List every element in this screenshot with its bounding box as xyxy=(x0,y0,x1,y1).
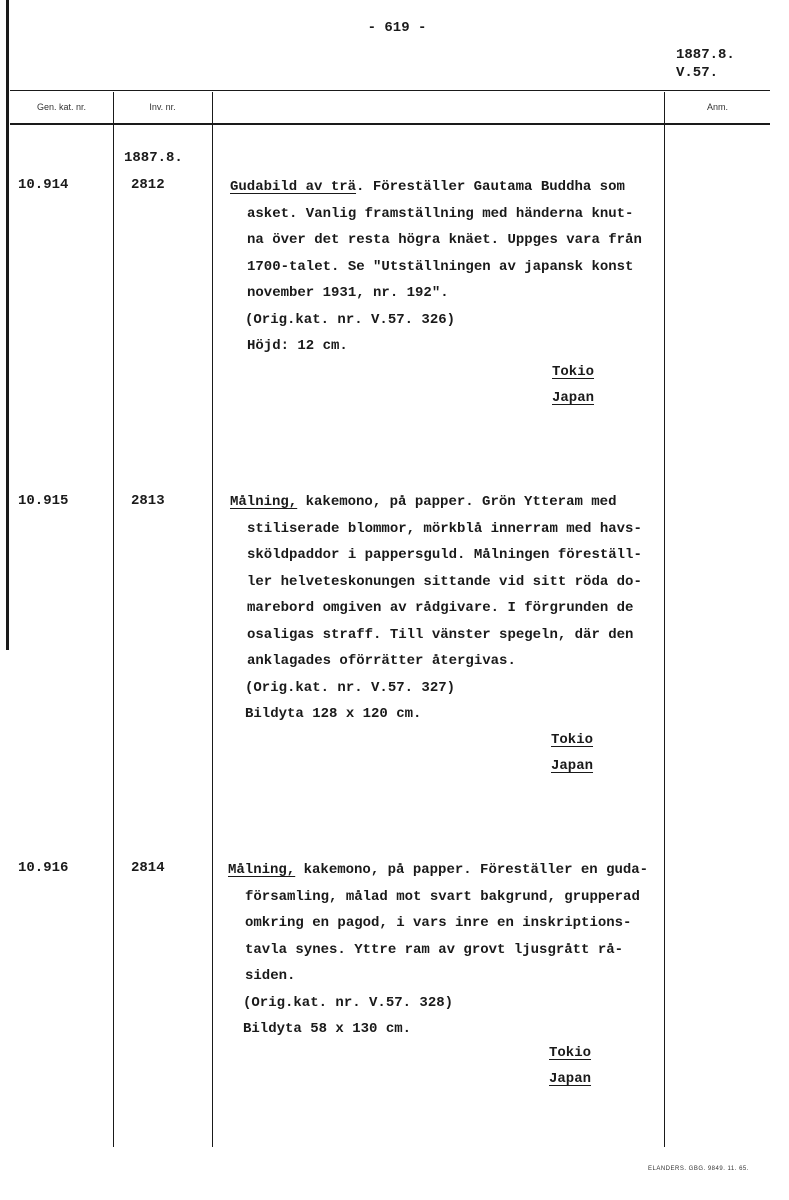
inv-number: 2814 xyxy=(131,860,165,876)
description-line: 1700-talet. Se "Utställningen av japansk konst xyxy=(247,258,634,275)
entry-title: Målning, xyxy=(230,494,298,510)
gen-kat-number: 10.916 xyxy=(18,860,69,876)
location-city: Tokio xyxy=(549,1045,592,1061)
location-country: Japan xyxy=(552,390,595,406)
column-header-inv: Inv. nr. xyxy=(149,102,176,112)
printer-imprint: ELANDERS. GBG. 9849. 11. 65. xyxy=(648,1166,749,1172)
description-line: (Orig.kat. nr. V.57. 328) xyxy=(243,994,454,1011)
location-country: Japan xyxy=(551,758,594,774)
gen-kat-number: 10.914 xyxy=(18,177,69,193)
entry-title: Gudabild av trä xyxy=(230,179,357,195)
inv-number: 2813 xyxy=(131,493,165,509)
description-line: Bildyta 128 x 120 cm. xyxy=(245,706,422,722)
description-line: . Föreställer Gautama Buddha som xyxy=(356,179,625,195)
inv-number: 2812 xyxy=(131,177,165,193)
description-line: sköldpaddor i pappersguld. Målningen föreställ- xyxy=(247,547,642,563)
page-number: - 619 - xyxy=(367,20,427,36)
column-divider-desc xyxy=(212,92,213,1147)
location-city: Tokio xyxy=(552,364,595,380)
description-line: osaligas straff. Till vänster spegeln, där den xyxy=(247,626,634,643)
description-line: marebord omgiven av rådgivare. I förgrunden de xyxy=(247,600,634,616)
description-line: kakemono, på papper. Föreställer en guda- xyxy=(295,862,649,878)
description-line: stiliserade blommor, mörkblå innerram med havs- xyxy=(247,520,642,537)
description-line: asket. Vanlig framställning med händerna knut- xyxy=(247,205,634,222)
description-line: kakemono, på papper. Grön Ytteram med xyxy=(297,494,617,510)
description-line: ler helveteskonungen sittande vid sitt röda do- xyxy=(247,573,642,590)
gen-kat-number: 10.915 xyxy=(18,493,69,509)
location-city: Tokio xyxy=(551,732,594,748)
description-line: Höjd: 12 cm. xyxy=(247,338,348,354)
column-divider-inv xyxy=(113,92,114,1147)
description-line: november 1931, nr. 192". xyxy=(247,285,449,301)
description-line: omkring en pagod, i vars inre en inskriptions- xyxy=(245,915,632,931)
year-code: 1887.8. xyxy=(676,47,735,63)
column-header-anm: Anm. xyxy=(706,102,728,112)
description-line: (Orig.kat. nr. V.57. 326) xyxy=(245,311,456,328)
description-line: tavla synes. Yttre ram av grovt ljusgrått rå- xyxy=(245,941,624,958)
left-margin-bar xyxy=(6,0,9,650)
header-top-rule xyxy=(10,90,770,91)
column-divider-anm xyxy=(664,92,665,1147)
column-header-gen-kat: Gen. kat. nr. xyxy=(36,102,87,112)
description-line: församling, målad mot svart bakgrund, grupperad xyxy=(245,888,640,905)
entry-title: Målning, xyxy=(228,862,296,878)
series-code: V.57. xyxy=(676,65,719,81)
description-line: Bildyta 58 x 130 cm. xyxy=(243,1021,412,1037)
entry-description xyxy=(228,857,664,1043)
description-line: anklagades oförrätter återgivas. xyxy=(247,653,516,669)
description-line: siden. xyxy=(245,968,296,984)
header-bottom-rule xyxy=(10,123,770,125)
location-country: Japan xyxy=(549,1071,592,1087)
description-line: na över det resta högra knäet. Uppges vara från xyxy=(247,232,642,248)
inv-group-header: 1887.8. xyxy=(124,150,183,166)
description-line: (Orig.kat. nr. V.57. 327) xyxy=(245,679,456,696)
entry-description xyxy=(230,489,664,728)
entry-description xyxy=(230,174,664,360)
